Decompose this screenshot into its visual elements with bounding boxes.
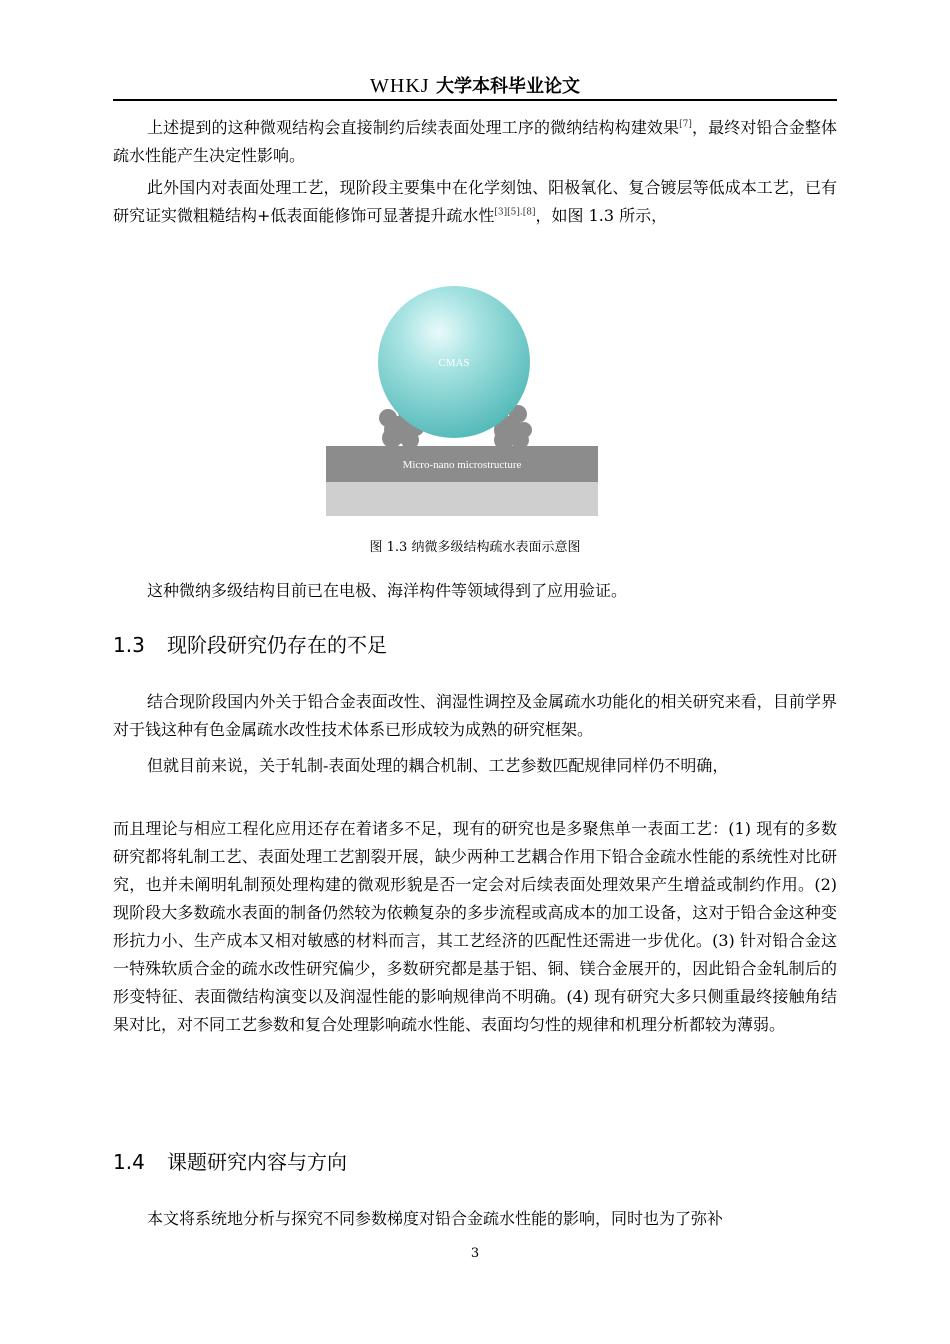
figure-caption: 图 1.3 纳微多级结构疏水表面示意图 [369,540,581,555]
paragraph-1 [113,114,837,170]
paragraph-1-text-b: ，最终对铅合金整体疏水性能产生决定性影响。 [113,118,837,165]
page-number: 3 [470,1246,480,1261]
paragraph-2-text-b: ，如图 1.3 所示， [535,206,668,225]
citation-3-5-8: [3][5].[8] [494,207,536,218]
paragraph-6: 而且理论与相应工程化应用还存在着诸多不足，现有的研究也是多聚焦单一表面工艺：(1) 现有的多数研究都将轧制工艺、表面处理工艺割裂开展，缺少两种工艺耦合作用下铅合金疏水性能的系统性对比研究，也并未阐明轧制预处理构建的微观形貌是否一定会对后续表面处理效果产生增益或制约作用。(2) 现阶段大多数疏水表面的制备仍然较为依赖复杂的多步流程或高成本的加工设备，这对于铅合金这种变形抗力小、生产成本又相对敏感的材料而言，其工艺经济的匹配性还需进一步优化。(3) 针对铅合金这一特殊软质合金的疏水改性研究偏少，多数研究都是基于铝、铜、镁合金展开的，因此铅合金轧制后的形变特征、表面微结构演变以及润湿性能的影响规律尚不明确。(4) 现有研究大多只侧重最终接触角结果对比，对不同工艺参数和复合处理影响疏水性能、表面均匀性的规律和机理分析都较为薄弱。 [113,819,837,1034]
running-header [113,72,837,98]
paragraph-5: 但就目前来说，关于轧制-表面处理的耦合机制、工艺参数匹配规律同样仍不明确， [147,756,729,775]
paragraph-2 [113,174,837,230]
layer-label: Micro-nano microstructure [402,459,522,471]
section-heading-1-3 [113,631,387,659]
citation-7: [7] [679,119,692,130]
paragraph-4: 结合现阶段国内外关于铅合金表面改性、润湿性调控及金属疏水功能化的相关研究来看，目前学界对于钱这种有色金属疏水改性技术体系已形成较为成熟的研究框架。 [113,692,837,739]
section-number: 1.3 [113,633,145,657]
paragraph-3: 这种微纳多级结构目前已在电极、海洋构件等领域得到了应用验证。 [147,581,628,600]
section-heading-1-4 [113,1148,347,1176]
droplet-label: CMAS [438,357,470,369]
figure-1-3 [326,280,598,516]
header-rule [113,99,837,101]
substrate-layer [326,482,598,516]
paragraph-2-text-a: 此外国内对表面处理工艺，现阶段主要集中在化学刻蚀、阳极氧化、复合镀层等低成本工艺，已有研究证实微粗糙结构+低表面能修饰可显著提升疏水性 [113,178,837,225]
paragraph-1-text-a: 上述提到的这种微观结构会直接制约后续表面处理工序的微纳结构构建效果 [147,118,680,137]
section-title: 课题研究内容与方向 [167,1150,347,1174]
header-latin: WHKJ [370,75,430,97]
section-title: 现阶段研究仍存在的不足 [167,633,387,657]
hydrophobic-surface-diagram [326,280,598,516]
header-title: 大学本科毕业论文 [435,76,580,97]
paragraph-7: 本文将系统地分析与探究不同参数梯度对铅合金疏水性能的影响，同时也为了弥补 [147,1209,724,1228]
section-number: 1.4 [113,1150,145,1174]
